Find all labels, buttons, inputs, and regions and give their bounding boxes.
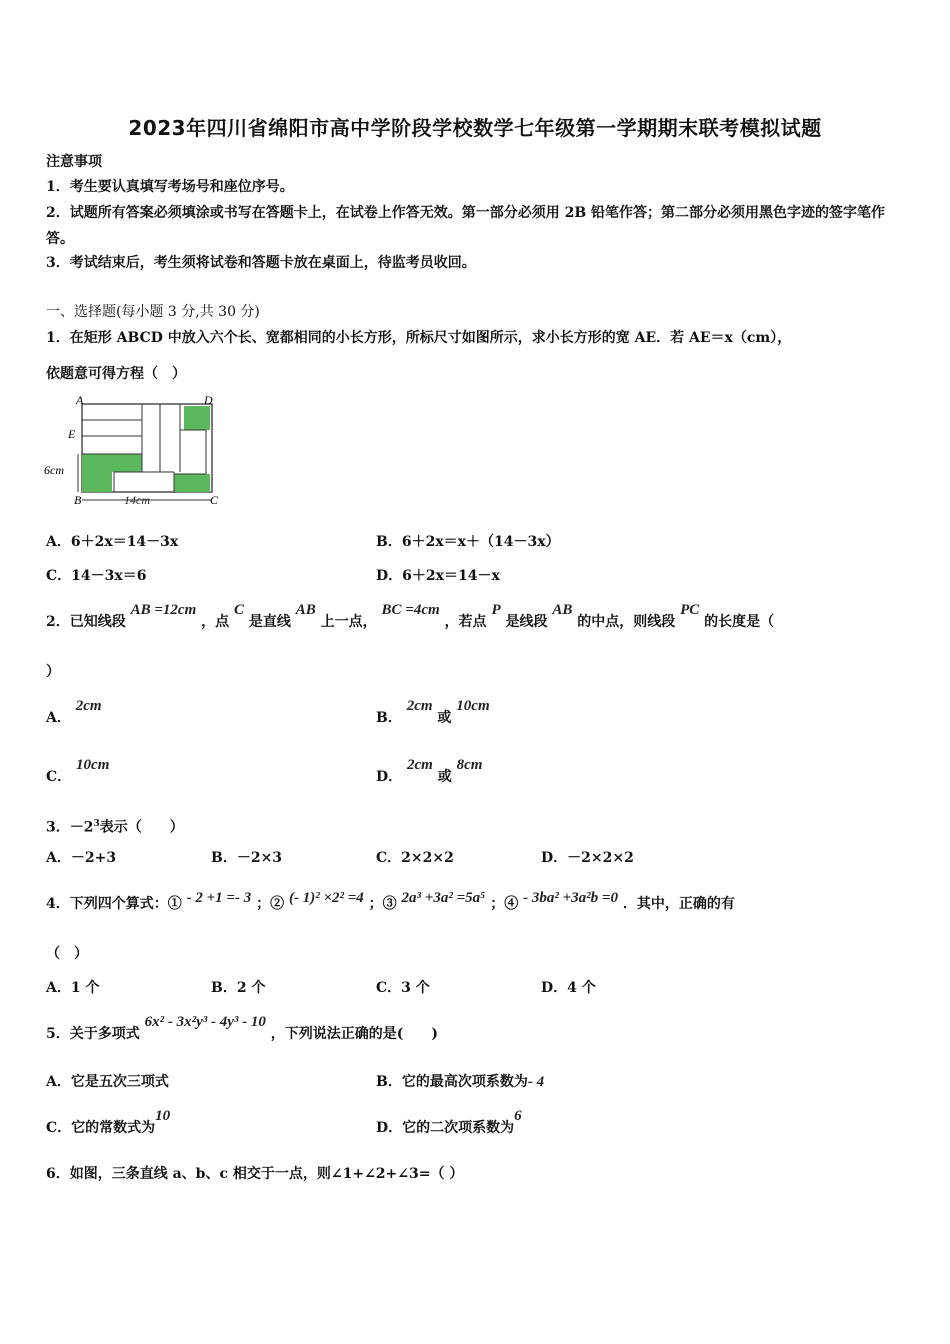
q2-option-a-label: A．: [46, 710, 71, 726]
q3-option-b: B．－2×3: [211, 850, 283, 866]
label-6cm: 6cm: [44, 463, 64, 477]
q5-option-d: [376, 1108, 522, 1138]
q2-option-c: [46, 757, 110, 787]
q2-math-7: PC: [680, 602, 700, 618]
q2-text-3: 是直线: [248, 614, 291, 630]
q3-exponent: 3: [93, 819, 100, 829]
q2-math-3: AB: [295, 602, 316, 618]
q4-expr-1: - 2 +1 =- 3: [186, 890, 252, 906]
q1-rectangle-figure: [44, 392, 224, 514]
q2-option-d-math-2: 8cm: [456, 757, 483, 773]
q5-option-c-math: 10: [155, 1108, 171, 1124]
q2-option-b-label: B．: [376, 710, 402, 726]
q1-stem-line1: 1．在矩形 ABCD 中放入六个长、宽都相同的小长方形，所标尺寸如图所示，求小长方形的宽 AE．若 AE＝x（cm），: [46, 330, 792, 346]
q4-expr-4: - 3ba² +3a²b =0: [523, 890, 618, 906]
q2-option-b: [376, 698, 490, 728]
q4-text-3: ；③: [368, 896, 397, 912]
q5-stem: [46, 1014, 439, 1044]
q2-text-4: 上一点，: [320, 614, 377, 630]
q4-text-4: ；④: [490, 896, 519, 912]
q5-polynomial: 6x² - 3x²y³ - 4y³ - 10: [144, 1014, 266, 1030]
q5-option-d-math: 6: [514, 1108, 522, 1124]
q2-math-6: AB: [552, 602, 573, 618]
q4-stem: [46, 890, 735, 914]
label-14cm: 14cm: [124, 493, 150, 507]
notice-item-1: 1．考生要认真填写考场号和座位序号。: [46, 179, 294, 195]
q2-option-a-math: 2cm: [75, 698, 102, 714]
q3-stem-post: 表示（ ）: [99, 819, 184, 836]
q1-stem-line2: 依题意可得方程（ ）: [46, 366, 186, 382]
q2-text-6: 是线段: [505, 614, 548, 630]
q4-text-1: 4．下列四个算式：①: [46, 896, 182, 912]
q2-option-b-math-1: 2cm: [406, 698, 433, 714]
q3-option-a: A．－2+3: [46, 850, 117, 866]
q6-stem: 6．如图，三条直线 a、b、c 相交于一点，则∠1+∠2+∠3=（ ）: [46, 1166, 464, 1182]
label-E: E: [68, 427, 76, 441]
q2-option-d-label: D．: [376, 769, 403, 785]
q4-option-c: C．3 个: [376, 980, 430, 996]
q2-text-7: 的中点，则线段: [577, 614, 676, 630]
label-A: A: [76, 393, 84, 407]
q5-option-c: [46, 1108, 171, 1138]
q5-option-d-text: D．它的二次项系数为: [376, 1120, 515, 1136]
q4-expr-2: (- 1)² ×2² =4: [288, 890, 364, 906]
q3-option-d: D．－2×2×2: [541, 850, 634, 866]
q1-option-c: C．14－3x＝6: [46, 568, 147, 584]
label-B: B: [74, 493, 82, 507]
q4-option-d: D．4 个: [541, 980, 596, 996]
q2-option-a: [46, 698, 102, 728]
q2-option-d-math-1: 2cm: [407, 757, 433, 773]
label-C: C: [210, 493, 219, 507]
label-D: D: [204, 393, 213, 407]
q2-text-1: 2．已知线段: [46, 614, 126, 630]
q2-option-b-math-2: 10cm: [456, 698, 490, 714]
q2-math-2: C: [234, 602, 245, 618]
notice-heading: 注意事项: [46, 154, 102, 170]
q4-text-5: ．其中，正确的有: [622, 896, 735, 912]
q2-option-c-math: 10cm: [76, 757, 110, 773]
q2-math-5: P: [491, 602, 501, 618]
q4-paren: （ ）: [46, 946, 88, 962]
q4-option-b: B．2 个: [211, 980, 266, 996]
q5-option-b-text: B．它的最高次项系数为: [376, 1074, 528, 1090]
q2-close-paren: ）: [46, 664, 60, 680]
notice-item-3: 3．考试结束后，考生须将试卷和答题卡放在桌面上，待监考员收回。: [46, 255, 476, 271]
notice-item-2: 2．试题所有答案必须填涂或书写在答题卡上，在试卷上作答无效。第一部分必须用 2B 铅笔作答；第二部分必须用黑色字迹的签字笔作答。: [46, 205, 886, 247]
q2-option-c-label: C．: [46, 769, 72, 785]
q5-option-a: A．它是五次三项式: [46, 1074, 169, 1090]
q5-text-2: ，下列说法正确的是( ): [270, 1026, 439, 1042]
q1-option-a: A．6＋2x＝14－3x: [46, 534, 179, 550]
page-title: 2023年四川省绵阳市高中学阶段学校数学七年级第一学期期末联考模拟试题: [128, 116, 822, 140]
q2-math-1: AB =12cm: [130, 602, 197, 618]
q3-stem-pre: 3．－2: [46, 819, 94, 836]
q5-text-1: 5．关于多项式: [46, 1026, 140, 1042]
q3-option-c: C．2×2×2: [376, 850, 454, 866]
q5-option-b: [376, 1072, 544, 1092]
q5-option-c-text: C．它的常数式为: [46, 1120, 156, 1136]
q2-option-d-or: 或: [437, 769, 452, 785]
q4-text-2: ；②: [256, 896, 285, 912]
q1-option-d: D．6＋2x＝14－x: [376, 568, 500, 584]
q2-text-5: ，若点: [444, 614, 487, 630]
q2-option-b-or: 或: [437, 710, 452, 726]
q4-expr-3: 2a³ +3a² =5a⁵: [401, 890, 486, 906]
q5-option-b-math: - 4: [527, 1074, 545, 1090]
q2-option-d: [376, 757, 483, 787]
q3-stem: [46, 814, 184, 838]
q2-text-8: 的长度是（: [704, 614, 775, 630]
q2-math-4: BC =4cm: [381, 602, 440, 618]
q2-text-2: ，点: [201, 614, 230, 630]
q2-stem: [46, 602, 775, 632]
section-heading: 一、选择题(每小题 3 分,共 30 分): [46, 304, 260, 320]
q4-option-a: A．1 个: [46, 980, 100, 996]
q1-option-b: B．6＋2x＝x＋（14－3x）: [376, 534, 560, 550]
